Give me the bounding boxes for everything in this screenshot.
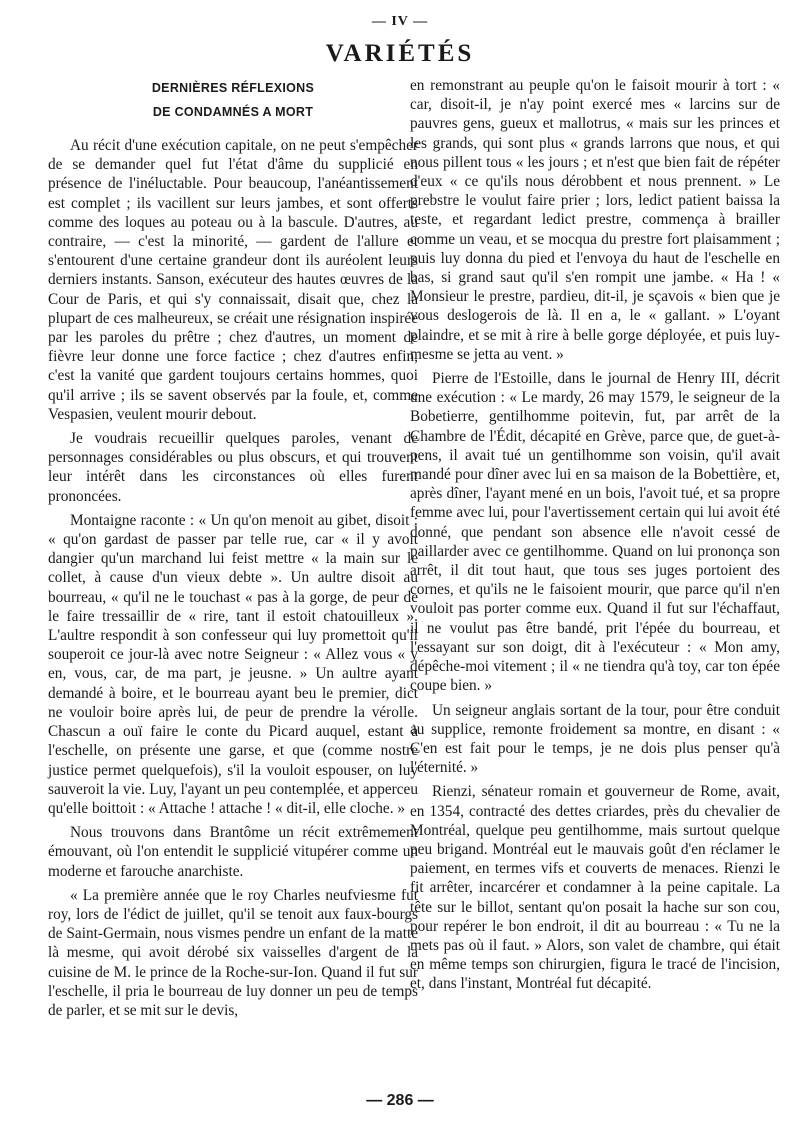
- paragraph: Un seigneur anglais sortant de la tour, pour être conduit au supplice, remonte froidement sa montre, en disant : « C'en est fait pour le temps, je ne dois plus penser qu'à l'éternité. »: [410, 701, 780, 777]
- paragraph: Montaigne raconte : « Un qu'on menoit au gibet, disoit : « qu'on gardast de passer par telle rue, car « il y avoit dangier qu'un marchand lui feist mettre « la main sur le collet, à cause d'un vieux debte ». Un aultre disoit au bourreau, « qu'il ne le touchast « pas à la gorge, de peur de le faire tressaillir de « rire, tant il estoit chatouilleux ». L'aultre respondit à son confesseur qui luy promettoit qu'il souperoit ce jour-là avec notre Seigneur : « Allez vous « y en, vous, car, de ma part, je jeusne. » Un aultre ayant demandé à boire, et le bourreau ayant beu le premier, dict ne vouloir boire après lui, de peur de prendre la vérolle. Chascun a ouï faire le conte du Picard auquel, estant à l'eschelle, on présente une garse, et que (comme nostre justice permet quelquefois), s'il la vouloit espouser, on luy sauveroit la vie. Luy, l'ayant un peu contemplée, et apperceu qu'elle boittoit : « Attache ! attache ! « dit-il, elle cloche. »: [48, 511, 418, 817]
- left-column: [48, 76, 418, 1025]
- page-number: — 286 —: [366, 1092, 434, 1109]
- page-header-roman-number: — IV —: [371, 14, 429, 29]
- paragraph: « La première année que le roy Charles neufviesme fut roy, lors de l'édict de juillet, qu'il se tenoit aux faux-bourgs de Saint-Germain, nous vismes pendre un enfant de la matte là mesme, qui avoit dérobé six vaisselles d'argent de la cuisine de M. le prince de la Roche-sur-Ion. Quand il fut sur l'eschelle, il pria le bourreau de luy donner un peu de temps de parler, et se mit sur le devis,: [48, 886, 418, 1019]
- right-column: [410, 76, 780, 999]
- paragraph: Pierre de l'Estoille, dans le journal de Henry III, décrit une exécution : « Le mardy, 26 may 1579, le seigneur de la Bobetierre, gentilhomme poitevin, fut, par arrêt de la Chambre de l'Édit, décapité en Grève, parce que, de guet-à-pens, il avait tué un gentilhomme son voisin, qu'il avait mandé pour dîner avec lui en sa maison de la Bobettière, et, après dîner, l'ayant mené en un bois, l'avoit tué, et sa propre femme avec lui, pour l'avertissement certain qui lui avoit été donné, que pendant son absence elle n'avoit cessé de paillarder avec ce gentilhomme. Quand on lui prononça son arrêt, il dit tout haut, que tous ses juges portoient des cornes, et qu'ils ne le faisoient mourir, que parce qu'il n'en vouloit pas porter comme eux. Quand il fut sur l'échaffaut, il ne voulut pas être bandé, prit l'épée du bourreau, et l'essayant sur son doigt, dit à l'exécuteur : « Mon amy, dépêche-moi vitement ; il « ne tiendra qu'à toy, car ton épée coupe bien. »: [410, 370, 780, 695]
- paragraph: Je voudrais recueillir quelques paroles, venant de personnages considérables ou plus obscurs, et qui trouvent leur intérêt dans les circonstances où elles furent prononcées.: [48, 430, 418, 505]
- article-title-line-1: DERNIÈRES RÉFLEXIONS: [151, 81, 315, 95]
- paragraph: Nous trouvons dans Brantôme un récit extrêmement émouvant, où l'on entendit le supplicié vitupérer comme un moderne et farouche anarchiste.: [48, 824, 418, 880]
- article-title: [48, 76, 418, 124]
- paragraph-continued: en remonstrant au peuple qu'on le faisoit mourir à tort : « car, disoit-il, je n'ay point exercé mes « larcins sur de pauvres gens, gueux et mallotrus, « mais sur les princes et les grands, qui sont plus « grands larrons que nous, et qui nous pillent tous « les jours ; et n'est que bien fait de répéter d'eux « ce qu'ils nous dérobbent et nous prennent. » Le prebstre le voulut faire prier ; lors, ledict patient baissa la teste, et regardant ledict prestre, commença à brailler comme un veau, et se mocqua du prestre fort plaisamment ; puis luy donna du pied et l'envoya du haut de l'eschelle en bas, si grand saut qu'il s'en rompit une jambe. « Ha ! « Monsieur le prestre, pardieu, dit-il, je sçavois « bien que je vous deslogerois de là. Il en a, le « gallant. » L'oyant plaindre, et se mit à rire à belle gorge déployée, et puis luy-mesme se jetta au vent. »: [410, 77, 780, 363]
- paragraph: Rienzi, sénateur romain et gouverneur de Rome, avait, en 1354, contracté des dettes criardes, près du chevalier de Montréal, quelque peu gentilhomme, mais surtout quelque peu brigand. Montréal eut le mauvais goût d'en réclamer le paiement, en termes vifs et couverts de menaces. Rienzi le fit arrêter, incarcérer et condamner à la peine capitale. La tête sur le billot, sentant qu'on posait la hache sur son cou, pour repérer le bon endroit, il dit au bourreau : « Tu ne la mets pas où il faut. » Alors, son valet de chambre, qui était en même temps son chirurgien, figura le tracé de l'incision, et, dans l'instant, Montréal fut décapité.: [410, 783, 780, 993]
- paragraph: Au récit d'une exécution capitale, on ne peut s'empêcher de se demander quel fut l'état d'âme du supplicié en présence de l'inéluctable. Pour beaucoup, l'anéantissement est complet ; ils vacillent sur leurs jambes, et sont offerts comme des loques au poteau ou à la bascule. D'autres, au contraire, — c'est la minorité, — gardent de l'allure et s'entourent d'une certaine grandeur dont ils auréolent leurs derniers instants. Sanson, exécuteur des hautes œuvres de la Cour de Paris, et qui s'y connaissait, disait que, chez la plupart de ces malheureux, se créait une résignation inspirée par les paroles du prêtre ; chez d'autres, un moment de fièvre leur donne une force factice ; chez d'autres enfin, c'est la vanité que gardent toujours certains hommes, quoi qu'il arrive ; ils se savent observés par la foule, et, comme Vespasien, veulent mourir debout.: [48, 137, 418, 423]
- section-title: VARIÉTÉS: [325, 40, 475, 67]
- article-title-line-2: DE CONDAMNÉS A MORT: [152, 105, 314, 119]
